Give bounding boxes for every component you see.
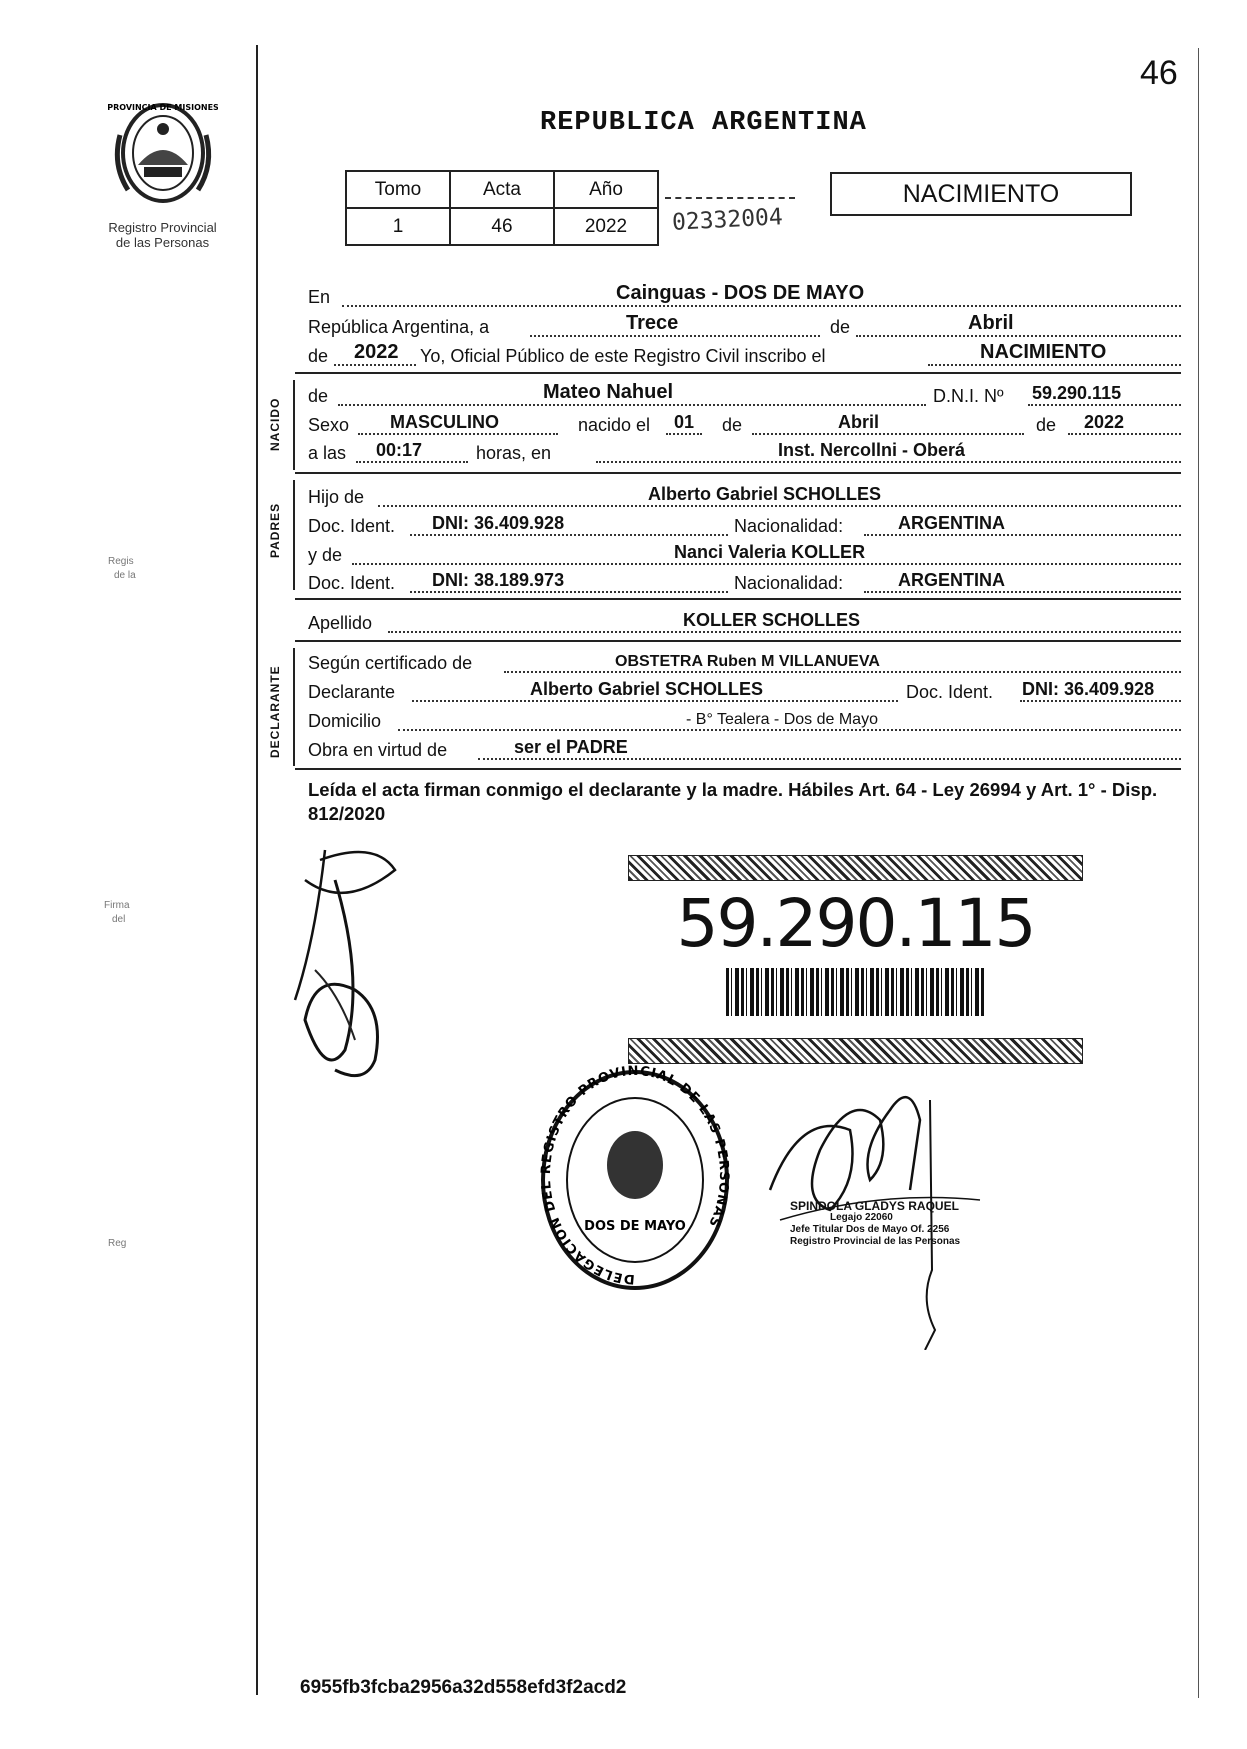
crest-emblem-icon: [108, 95, 218, 215]
registry-value-ano: 2022: [554, 208, 658, 245]
sexo-value: MASCULINO: [390, 412, 499, 432]
declarante-label: Declarante: [308, 682, 396, 702]
line-declarante: [308, 677, 1181, 705]
father-nac-label: Nacionalidad:: [734, 516, 844, 536]
en-label: En: [308, 287, 331, 307]
margin-ghost-3: Firma: [104, 900, 130, 911]
line-republica: [308, 312, 1181, 340]
republica-label: República Argentina, a: [308, 317, 490, 337]
official-legajo: Legajo 22060: [830, 1212, 893, 1223]
declarant-signature-icon: [285, 820, 455, 1090]
separator-nacido: [295, 472, 1181, 474]
dni-sticker-bottom-stripe: [628, 1038, 1083, 1064]
margin-ghost-2: de la: [114, 570, 136, 581]
dni-sticker: [628, 855, 1083, 1060]
nacido-year-de-label: de: [1036, 415, 1057, 435]
document-title: REPUBLICA ARGENTINA: [540, 108, 867, 138]
section-label-declarante: DECLARANTE: [268, 665, 282, 759]
hora-value: 00:17: [376, 440, 423, 460]
line-nacido-name: [308, 381, 1181, 409]
mother-doc: DNI: 38.189.973: [432, 570, 565, 590]
dni-sticker-top-stripe: [628, 855, 1083, 881]
line-nacido-sexo: [308, 410, 1181, 438]
nacido-month-dots: [752, 432, 1024, 435]
crest-label-line-2: de las Personas: [115, 235, 210, 250]
declarante-doc-label: Doc. Ident.: [906, 682, 994, 702]
mother-nationality: ARGENTINA: [898, 570, 1005, 590]
registry-value-tomo: 1: [346, 208, 450, 245]
nacido-day: 01: [674, 412, 695, 432]
dni-barcode-icon: [726, 968, 986, 1016]
separator-padres: [295, 598, 1181, 600]
official-name: SPINDOLA GLADYS RAQUEL: [790, 1199, 959, 1213]
registry-header-tomo: Tomo: [346, 171, 450, 208]
declarante-value: Alberto Gabriel SCHOLLES: [530, 679, 764, 699]
line-year-inscribo: [308, 341, 1181, 369]
dni-sticker-number: 59.290.115: [676, 885, 1035, 962]
inscribo-label: Yo, Oficial Público de este Registro Civil inscribo el: [420, 346, 826, 366]
sexo-label: Sexo: [308, 415, 350, 435]
section-bar-nacido: [293, 380, 295, 470]
certificado-label: Según certificado de: [308, 653, 473, 673]
month-dots: [856, 334, 1181, 337]
registry-value-acta: 46: [450, 208, 554, 245]
apellido-value: KOLLER SCHOLLES: [683, 610, 861, 630]
crest-ring-text: PROVINCIA DE MISIONES: [107, 103, 218, 112]
section-bar-padres: [293, 480, 295, 590]
handwritten-code: 02332004: [671, 204, 784, 236]
section-label-padres: PADRES: [268, 502, 282, 558]
line-mother-name: [308, 540, 1181, 568]
registry-seal-icon: [535, 1065, 735, 1295]
registry-header-acta: Acta: [450, 171, 554, 208]
y-de-label: y de: [308, 545, 343, 565]
right-margin-rule: [1198, 48, 1199, 1698]
father-doc-label: Doc. Ident.: [308, 516, 396, 536]
mother-name: Nanci Valeria KOLLER: [674, 542, 866, 562]
day-value: Trece: [626, 312, 679, 334]
father-doc: DNI: 36.409.928: [432, 513, 565, 533]
separator-intro: [295, 372, 1181, 374]
nacido-dni-label: D.N.I. Nº: [933, 386, 1004, 406]
section-label-nacido: NACIDO: [268, 397, 282, 451]
father-nationality: ARGENTINA: [898, 513, 1005, 533]
line-domicilio: [308, 706, 1181, 734]
obra-label: Obra en virtud de: [308, 740, 448, 760]
line-obra: [308, 735, 1181, 763]
line-mother-doc: [308, 568, 1181, 596]
domicilio-value: - B° Tealera - Dos de Mayo: [686, 711, 878, 728]
margin-ghost-1: Regis: [108, 556, 134, 567]
hijo-de-label: Hijo de: [308, 487, 365, 507]
seal-center-text: DOS DE MAYO: [584, 1219, 686, 1234]
section-bar-declarante: [293, 648, 295, 766]
separator-apellido: [295, 640, 1181, 642]
line-certificado: [308, 648, 1181, 676]
left-margin-rule: [256, 45, 258, 1695]
legal-text: Leída el acta firman conmigo el declarante y la madre. Hábiles Art. 64 - Ley 26994 y Art. 1° - Disp. 812/2020: [308, 779, 1158, 824]
line-father-doc: [308, 511, 1181, 539]
registry-table: [345, 170, 659, 246]
year-value: 2022: [354, 341, 399, 363]
inscribo-value: NACIMIENTO: [980, 341, 1107, 363]
handwritten-code-underline: [665, 197, 795, 199]
line-nacido-hora: [308, 438, 1181, 466]
month-de-label: de: [830, 317, 851, 337]
nacido-name: Mateo Nahuel: [543, 381, 674, 403]
margin-ghost-4: del: [112, 914, 126, 925]
document-hash: 6955fb3fcba2956a32d558efd3f2acd2: [300, 1677, 627, 1698]
year-de-label: de: [308, 346, 329, 366]
en-value: Cainguas - DOS DE MAYO: [616, 282, 865, 304]
separator-declarante: [295, 768, 1181, 770]
nacido-de-label: de: [308, 386, 329, 406]
official-entidad: Registro Provincial de las Personas: [790, 1236, 961, 1247]
page-number: 46: [1140, 54, 1178, 92]
registry-table-header-row: [346, 171, 658, 208]
nacido-year: 2022: [1084, 412, 1125, 432]
record-type-box: NACIMIENTO: [830, 172, 1132, 216]
crest-label-line-1: Registro Provincial: [108, 220, 217, 235]
nacido-month: Abril: [838, 412, 880, 432]
registry-header-ano: Año: [554, 171, 658, 208]
certificado-value: OBSTETRA Ruben M VILLANUEVA: [615, 653, 880, 670]
seal-ring-text: DELEGACION DEL REGISTRO PROVINCIAL DE LAS PERSONAS: [538, 1065, 732, 1287]
nacido-el-label: nacido el: [578, 415, 651, 435]
domicilio-label: Domicilio: [308, 711, 382, 731]
horas-en-label: horas, en: [476, 443, 552, 463]
place-value: Inst. Nercollni - Oberá: [778, 440, 966, 460]
obra-value: ser el PADRE: [514, 737, 628, 757]
registry-table-value-row: [346, 208, 658, 245]
month-value: Abril: [968, 312, 1014, 334]
line-en: [308, 282, 1181, 310]
apellido-label: Apellido: [308, 613, 373, 633]
declarante-doc: DNI: 36.409.928: [1022, 679, 1155, 699]
mother-doc-label: Doc. Ident.: [308, 573, 396, 593]
mother-nac-label: Nacionalidad:: [734, 573, 844, 593]
official-stamp: [790, 1200, 1020, 1248]
line-father-name: [308, 482, 1181, 510]
provincial-crest: [95, 95, 230, 250]
father-name: Alberto Gabriel SCHOLLES: [648, 484, 882, 504]
nacido-dni-value: 59.290.115: [1032, 383, 1122, 403]
nacido-month-de-label: de: [722, 415, 743, 435]
line-apellido: [308, 608, 1181, 636]
official-cargo: Jefe Titular Dos de Mayo Of. 2256: [790, 1224, 950, 1235]
margin-ghost-5: Reg: [108, 1238, 127, 1249]
a-las-label: a las: [308, 443, 347, 463]
